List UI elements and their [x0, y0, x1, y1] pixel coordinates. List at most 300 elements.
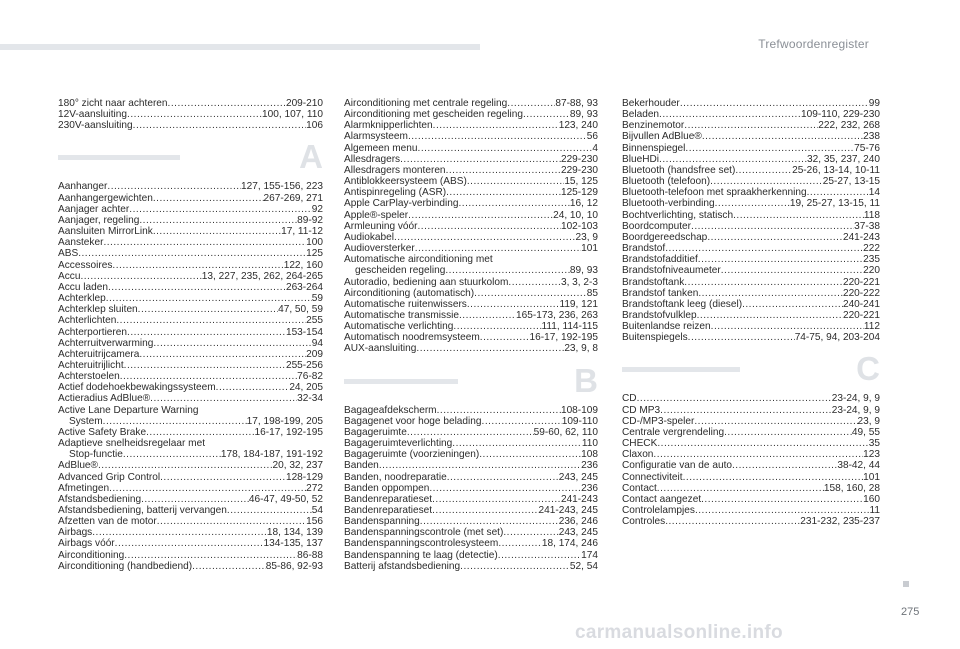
index-entry [344, 310, 598, 321]
index-entry-term: Bochtverlichting, statisch [622, 209, 734, 221]
index-entry [622, 332, 880, 343]
section-divider [58, 155, 180, 160]
leader-dots [807, 187, 869, 198]
index-entry-term: Aansluiten MirrorLink [58, 226, 153, 238]
leader-dots [684, 277, 843, 288]
index-entry-pages: 23-24, 9, 9 [831, 404, 880, 416]
index-entry-term: CD MP3 [622, 404, 661, 416]
index-entry-pages: 220-221 [842, 309, 880, 321]
leader-dots [153, 338, 311, 349]
index-entry-pages: 222 [863, 243, 880, 255]
index-entry-term: Automatische airconditioning met [344, 254, 493, 266]
index-entry-term: Achteruitrijcamera [58, 348, 140, 360]
index-entry [58, 460, 323, 471]
index-entry-term: CD [622, 393, 637, 405]
index-entry [58, 483, 323, 494]
index-entry-pages: 102-103 [560, 220, 598, 232]
index-entry-pages: 209 [306, 348, 323, 360]
index-entry-pages: 153-154 [285, 326, 323, 338]
leader-dots [665, 243, 863, 254]
index-entry [344, 416, 598, 427]
leader-dots [695, 505, 870, 516]
leader-dots [467, 299, 560, 310]
index-entry-pages: 241-243 [560, 493, 598, 505]
index-entry [622, 288, 880, 299]
index-entry-term: Achterruitverwarming [58, 337, 154, 349]
index-entry-pages: 35 [868, 438, 880, 450]
index-entry-term: Aanjager, regeling [58, 214, 140, 226]
index-entry-pages: 16-17, 192-195 [254, 426, 323, 438]
leader-dots [98, 460, 272, 471]
leader-dots [127, 109, 262, 120]
index-entry-term: Batterij afstandsbediening [344, 560, 461, 572]
index-entry-term: Algemeen menu [344, 142, 418, 154]
index-entry-pages: 74-75, 94, 203-204 [794, 332, 880, 344]
leader-dots [480, 332, 530, 343]
index-entry-pages: 112 [863, 321, 880, 333]
leader-dots [139, 349, 306, 360]
index-entry-term: Autoradio, bediening aan stuurkolom [344, 276, 509, 288]
index-entry-pages: 220-221 [842, 276, 880, 288]
index-entry-term: Brandstofniveaumeter [622, 265, 721, 277]
leader-dots [659, 154, 807, 165]
index-entry-pages: 14 [868, 187, 880, 199]
index-entry-term: Boordgereedschap [622, 231, 708, 243]
leader-dots [133, 120, 307, 131]
leader-dots [416, 343, 564, 354]
index-entry-term: Accessoires [58, 259, 113, 271]
index-entry-term: Accu [58, 270, 81, 282]
index-entry [622, 254, 880, 265]
index-entry-pages: 37-38 [854, 220, 880, 232]
index-entry [344, 265, 598, 276]
index-entry-term: gescheiden regeling [355, 265, 446, 277]
index-entry-pages: 13, 227, 235, 262, 264-265 [201, 270, 323, 282]
index-entry-term: Brandstoftank leeg (diesel) [622, 298, 743, 310]
index-entry [622, 210, 880, 221]
index-entry [622, 109, 880, 120]
index-entry-term: 12V-aansluiting [58, 109, 128, 121]
index-entry-term: Benzinemotor [622, 120, 685, 132]
index-entry [344, 176, 598, 187]
leader-dots [458, 198, 569, 209]
index-entry-pages: 100 [306, 237, 323, 249]
index-entry-pages: 229-230 [560, 164, 598, 176]
index-entry-term: Bagageruimte [344, 426, 407, 438]
index-entry [622, 516, 880, 527]
index-entry-term: Airconditioning met centrale regeling [344, 98, 508, 109]
index-entry [344, 516, 598, 527]
index-entry-pages: 25-26, 13-14, 10-11 [792, 164, 880, 176]
leader-dots [120, 371, 297, 382]
index-entry-term: Advanced Grip Control [58, 471, 161, 483]
index-entry-pages: 128-129 [285, 471, 323, 483]
index-entry-term: Airconditioning met gescheiden regeling [344, 109, 523, 121]
index-entry-term: ABS [58, 248, 79, 260]
leader-dots [467, 176, 564, 187]
index-entry [622, 243, 880, 254]
index-entry [58, 260, 323, 271]
index-entry-term: Centrale vergrendeling [622, 426, 725, 438]
leader-dots [108, 282, 286, 293]
index-entry-term: Bandenspanningscontrolesysteem [344, 538, 499, 550]
index-entry [58, 516, 323, 527]
index-entry-pages: 118 [863, 209, 880, 221]
leader-dots [701, 494, 863, 505]
index-entry [58, 98, 323, 109]
index-entry-pages: 85-86, 92-93 [265, 560, 323, 572]
leader-dots [216, 382, 290, 393]
index-entry-pages: 32, 35, 237, 240 [807, 153, 880, 165]
leader-dots [657, 438, 868, 449]
index-entry-term: Achterstoelen [58, 371, 120, 383]
leader-dots [418, 221, 561, 232]
index-entry-pages: 236, 246 [558, 516, 598, 528]
index-entry [344, 538, 598, 549]
index-entry-term: Bagageruimteverlichting [344, 438, 453, 450]
leader-dots [408, 210, 553, 221]
leader-dots [124, 360, 286, 371]
index-entry-term: Allesdragers [344, 153, 401, 165]
index-entry-pages: 87-88, 93 [555, 98, 598, 109]
letter-section-header [344, 363, 598, 399]
index-entry-term: Bagageafdekscherm [344, 404, 437, 416]
index-entry-term: Accu laden [58, 281, 108, 293]
index-entry-term: 180° zicht naar achteren [58, 98, 168, 109]
index-entry [58, 527, 323, 538]
index-entry-pages: 24, 10, 10 [553, 209, 598, 221]
leader-dots [498, 538, 542, 549]
index-entry-pages: 18, 134, 139 [266, 527, 323, 539]
index-entry [622, 154, 880, 165]
index-entry-term: Banden, noodreparatie [344, 471, 447, 483]
index-entry-term: Contact aangezet [622, 493, 702, 505]
index-entry-term: Afmetingen [58, 482, 110, 494]
index-entry-term: Achterlichten [58, 315, 117, 327]
index-entry [622, 393, 880, 404]
index-entry-term: Active Safety Brake [58, 426, 147, 438]
index-entry [58, 338, 323, 349]
index-entry-term: Airbags [58, 527, 93, 539]
index-entry [58, 293, 323, 304]
section-letter: A [299, 138, 323, 176]
index-entry-pages: 222, 232, 268 [818, 120, 880, 132]
leader-dots [698, 254, 863, 265]
leader-dots [124, 550, 297, 561]
index-entry-pages: 59-60, 62, 110 [533, 426, 598, 438]
index-entry-pages: 92 [311, 203, 323, 215]
leader-dots [418, 143, 593, 154]
index-entry [344, 98, 598, 109]
leader-dots [724, 427, 852, 438]
leader-dots [721, 265, 863, 276]
leader-dots [447, 472, 559, 483]
leader-dots [482, 416, 562, 427]
leader-dots [711, 321, 864, 332]
index-entry-term: Automatische transmissie [344, 309, 459, 321]
index-entry-pages: 241-243, 245 [538, 505, 598, 516]
index-entry [344, 210, 598, 221]
index-entry [344, 505, 598, 516]
index-entry-pages: 17, 198-199, 205 [246, 415, 323, 427]
index-entry [344, 120, 598, 131]
leader-dots [694, 416, 857, 427]
index-entry [58, 271, 323, 282]
index-entry-term: Afstandsbediening, batterij vervangen [58, 505, 227, 516]
index-entry [344, 299, 598, 310]
leader-dots [446, 187, 561, 198]
index-entry [58, 538, 323, 549]
index-entry-pages: 243, 245 [558, 527, 598, 539]
leader-dots [680, 98, 869, 109]
index-entry [344, 198, 598, 209]
index-entry [344, 343, 598, 354]
section-letter: B [574, 361, 598, 399]
index-entry-term: Antispinregeling (ASR) [344, 187, 447, 199]
index-entry-pages: 122, 160 [283, 259, 323, 271]
index-entry-pages: 101 [581, 243, 598, 255]
index-entry [58, 204, 323, 215]
index-entry [622, 427, 880, 438]
index-column-1 [58, 98, 323, 572]
leader-dots [437, 405, 561, 416]
index-entry-term: Bandenspanningscontrole (met set) [344, 527, 504, 539]
leader-dots [123, 449, 221, 460]
index-entry [344, 187, 598, 198]
index-entry-term: Armleuning vóór [344, 220, 418, 232]
index-entry-term: Achteruitrijlicht [58, 359, 124, 371]
leader-dots [710, 176, 823, 187]
index-entry-pages: 267-269, 271 [263, 192, 323, 204]
index-entry-term: Airbags vóór [58, 538, 115, 550]
index-entry-pages: 52, 54 [569, 560, 598, 572]
index-entry [58, 349, 323, 360]
index-entry [622, 232, 880, 243]
index-entry [58, 472, 323, 483]
index-entry-term: Afstandsbediening [58, 493, 142, 505]
section-divider [622, 367, 740, 372]
leader-dots [80, 271, 201, 282]
index-entry [622, 494, 880, 505]
leader-dots [653, 449, 863, 460]
index-entry-term: BlueHDi [622, 153, 660, 165]
index-entry-pages: 123 [863, 449, 880, 461]
leader-dots [452, 438, 582, 449]
leader-dots [503, 527, 558, 538]
leader-dots [408, 131, 587, 142]
index-entry [622, 176, 880, 187]
index-entry-pages: 178, 184-187, 191-192 [220, 449, 323, 461]
leader-dots [735, 165, 792, 176]
leader-dots [683, 472, 864, 483]
index-entry-term: Aanjager achter [58, 203, 130, 215]
index-entry [344, 527, 598, 538]
leader-dots [733, 210, 864, 221]
index-entry [622, 416, 880, 427]
index-entry-pages: 106 [306, 120, 323, 132]
index-entry-pages: 109-110, 229-230 [801, 109, 880, 121]
index-entry [344, 561, 598, 572]
leader-dots [685, 143, 854, 154]
index-entry-pages: 220 [863, 265, 880, 277]
index-entry-term: Stop-functie [69, 449, 123, 461]
index-entry-pages: 75-76 [854, 142, 880, 154]
index-entry-pages: 158, 160, 28 [823, 482, 880, 494]
index-entry-pages: 59 [311, 293, 323, 305]
leader-dots [657, 483, 824, 494]
index-entry-pages: 255 [306, 315, 323, 327]
index-entry [622, 131, 880, 142]
index-entry-pages: 235 [863, 254, 880, 266]
index-entry-term: Bagagenet voor hoge belading [344, 415, 482, 427]
index-entry [58, 382, 323, 393]
leader-dots [394, 232, 576, 243]
index-entry-pages: 119, 121 [559, 298, 598, 310]
index-entry [344, 550, 598, 561]
index-entry-term: Brandstof [622, 243, 666, 255]
index-entry-pages: 110 [581, 438, 598, 450]
index-entry-pages: 20, 32, 237 [272, 460, 323, 472]
leader-dots [150, 393, 297, 404]
index-entry [58, 393, 323, 404]
index-entry-term: Bluetooth (telefoon) [622, 176, 711, 188]
leader-dots [637, 393, 832, 404]
index-entry [344, 405, 598, 416]
leader-dots [446, 165, 561, 176]
leader-dots [523, 109, 570, 120]
index-entry-term: Banden oppompen [344, 482, 430, 494]
index-entry-term: Bandenreparatieset [344, 493, 433, 505]
index-entry-pages: 46-47, 49-50, 52 [248, 493, 323, 505]
index-entry-term: Brandstoftank [622, 276, 685, 288]
index-entry [622, 310, 880, 321]
index-entry-pages: 123, 240 [558, 120, 598, 132]
index-entry [58, 120, 323, 131]
index-entry [344, 277, 598, 288]
index-entry-term: Automatische ruitenwissers [344, 298, 467, 310]
index-entry-pages: 125 [306, 248, 323, 260]
index-entry [622, 449, 880, 460]
index-entry-term: Adaptieve snelheidsregelaar met [58, 438, 206, 450]
index-entry-term: Apple®-speler [344, 209, 409, 221]
index-entry [344, 288, 598, 299]
index-entry [58, 109, 323, 120]
index-entry-pages: 236 [581, 460, 598, 472]
index-entry-term: Actieradius AdBlue® [58, 393, 151, 405]
index-entry-term: Afzetten van de motor [58, 516, 157, 528]
index-entry [344, 494, 598, 505]
index-entry-pages: 56 [586, 131, 598, 143]
leader-dots [659, 109, 801, 120]
index-entry-pages: 54 [311, 505, 323, 516]
leader-dots [507, 98, 555, 109]
index-column-3 [622, 98, 880, 527]
index-entry-pages: 23, 9 [857, 415, 880, 427]
index-entry-term: Buitenspiegels [622, 332, 688, 344]
index-entry [58, 371, 323, 382]
leader-dots [460, 561, 570, 572]
index-entry [344, 109, 598, 120]
index-entry-pages: 89, 93 [569, 265, 598, 277]
index-entry [58, 561, 323, 572]
index-entry-term: Aanhanger [58, 181, 108, 193]
index-entry [58, 416, 323, 427]
section-divider [344, 379, 458, 384]
index-entry [58, 248, 323, 259]
leader-dots [697, 310, 843, 321]
leader-dots [168, 98, 286, 109]
index-entry [622, 405, 880, 416]
index-entry [58, 304, 323, 315]
index-entry-term: Bluetooth (handsfree set) [622, 164, 736, 176]
index-entry-term: Configuratie van de auto [622, 460, 732, 472]
leader-dots [157, 516, 306, 527]
index-entry [58, 427, 323, 438]
index-entry-term: Airconditioning (automatisch) [344, 287, 475, 299]
index-entry-pages: 86-88 [297, 549, 323, 561]
index-entry [344, 131, 598, 142]
index-entry-term: Antiblokkeersysteem (ABS) [344, 176, 467, 188]
index-entry-term: 230V-aansluiting [58, 120, 133, 132]
index-entry-pages: 156 [306, 516, 323, 528]
index-entry-term: Achterklep sluiten [58, 304, 138, 316]
index-entry-pages: 241-243 [842, 231, 880, 243]
index-entry-term: Automatische verlichting [344, 321, 454, 333]
index-entry [622, 472, 880, 483]
index-entry [622, 143, 880, 154]
index-entry-pages: 3, 3, 2-3 [560, 276, 598, 288]
leader-dots [415, 243, 581, 254]
leader-dots [192, 561, 266, 572]
page-marker-square [903, 581, 909, 587]
page-header-title: Trefwoordenregister [758, 37, 869, 51]
leader-dots [127, 327, 286, 338]
index-entry-term: Actief dodehoekbewakingssysteem [58, 382, 216, 394]
index-entry-pages: 108-109 [560, 404, 598, 416]
index-entry-pages: 263-264 [285, 281, 323, 293]
index-entry [622, 438, 880, 449]
leader-dots [116, 315, 306, 326]
leader-dots [153, 193, 264, 204]
index-entry [344, 460, 598, 471]
leader-dots [407, 427, 534, 438]
index-entry-pages: 23, 9, 8 [564, 343, 598, 355]
index-entry-term: Controles [622, 516, 666, 528]
index-column-2 [344, 98, 598, 572]
index-entry-pages: 101 [863, 471, 880, 483]
index-entry [622, 505, 880, 516]
index-entry [622, 198, 880, 209]
index-entry-pages: 24, 205 [289, 382, 323, 394]
index-entry-term: Apple CarPlay-verbinding [344, 198, 459, 210]
index-entry [344, 154, 598, 165]
index-entry-term: Brandstofvulklep [622, 309, 697, 321]
index-entry-term: Bijvullen AdBlue® [622, 131, 702, 143]
index-entry [344, 232, 598, 243]
index-entry [344, 143, 598, 154]
leader-dots [107, 181, 241, 192]
index-entry-term: Brandstof tanken [622, 287, 699, 299]
index-entry-term: Beladen [622, 109, 660, 121]
leader-dots [453, 321, 541, 332]
index-entry [622, 321, 880, 332]
index-entry-pages: 255-256 [285, 359, 323, 371]
index-entry-pages: 240-241 [842, 298, 880, 310]
index-entry [622, 299, 880, 310]
index-entry-pages: 125-129 [560, 187, 598, 199]
leader-dots [445, 265, 570, 276]
index-entry-pages: 236 [581, 482, 598, 494]
